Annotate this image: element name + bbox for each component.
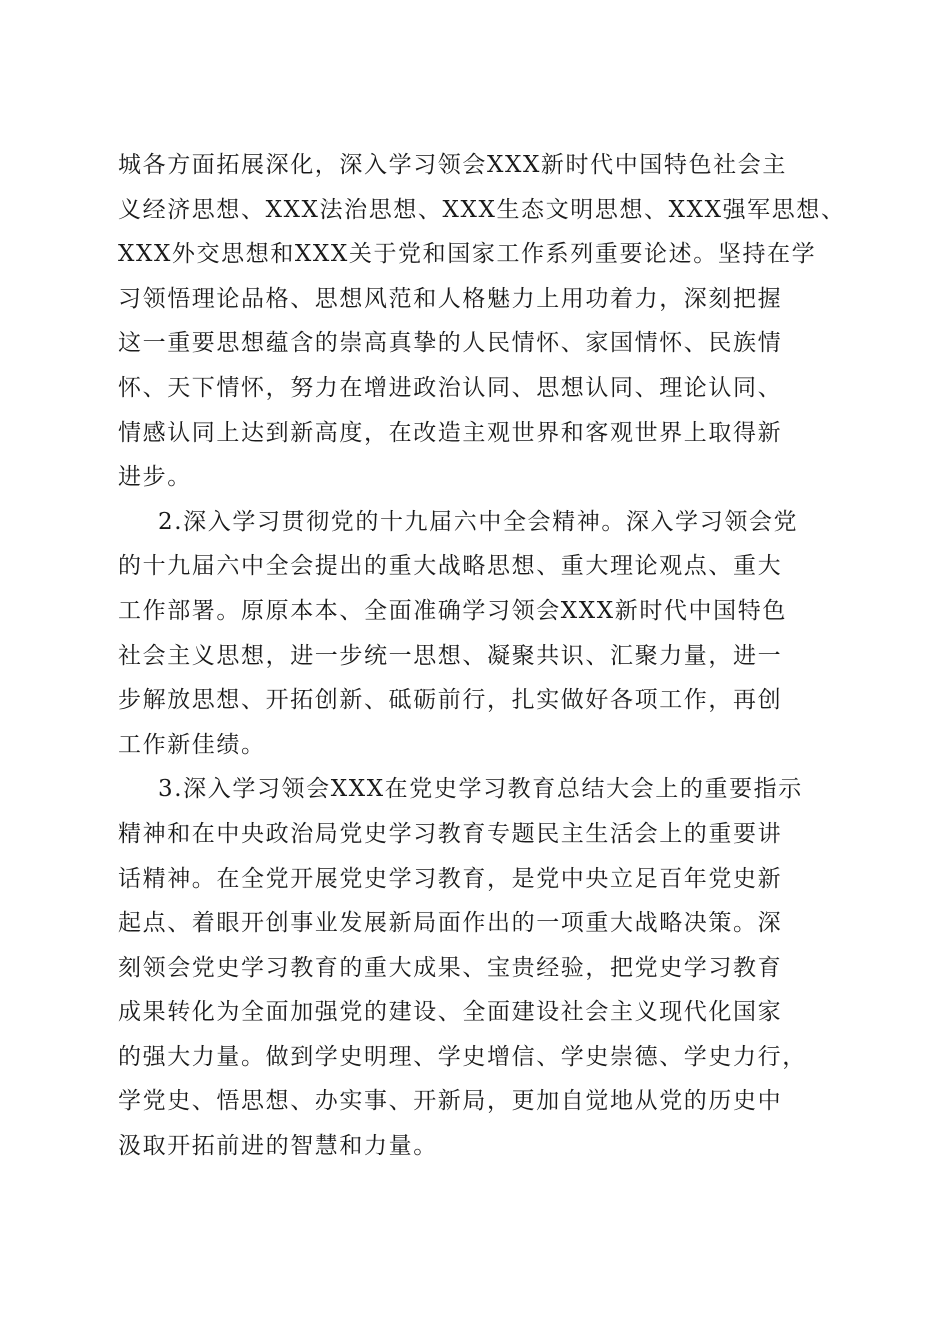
text-line: 进步。 xyxy=(118,464,192,491)
paragraph-item-3 xyxy=(118,767,842,1168)
text-line: 步解放思想、开拓创新、砥砺前行，扎实做好各项工作，再创 xyxy=(118,687,783,714)
text-line: 工作新佳绩。 xyxy=(118,731,266,758)
text-line: 工作部署。原原本本、全面准确学习领会XXX新时代中国特色 xyxy=(118,597,787,624)
text-line: 汲取开拓前进的智慧和力量。 xyxy=(118,1133,438,1160)
text-line: 情感认同上达到新高度，在改造主观世界和客观世界上取得新 xyxy=(118,419,783,446)
text-line: 习领悟理论品格、思想风范和人格魅力上用功着力，深刻把握 xyxy=(118,285,783,312)
text-line: 精神和在中央政治局党史学习教育专题民主生活会上的重要讲 xyxy=(118,820,783,847)
text-line: XXX外交思想和XXX关于党和国家工作系列重要论述。坚持在学 xyxy=(118,241,817,268)
paragraph-item-2 xyxy=(118,500,842,768)
document-page xyxy=(118,143,846,1169)
text-line: 3.深入学习领会XXX在党史学习教育总结大会上的重要指示 xyxy=(158,776,803,803)
text-line: 2.深入学习贯彻党的十九届六中全会精神。深入学习领会党 xyxy=(158,508,799,535)
paragraph-continuation xyxy=(118,143,846,500)
text-line: 起点、着眼开创事业发展新局面作出的一项重大战略决策。深 xyxy=(118,910,783,937)
text-line: 学党史、悟思想、办实事、开新局，更加自觉地从党的历史中 xyxy=(118,1088,783,1115)
text-line: 义经济思想、XXX法治思想、XXX生态文明思想、XXX强军思想、 xyxy=(118,196,846,223)
text-line: 刻领会党史学习教育的重大成果、宝贵经验，把党史学习教育 xyxy=(118,954,783,981)
text-line: 怀、天下情怀，努力在增进政治认同、思想认同、理论认同、 xyxy=(118,374,783,401)
text-line: 话精神。在全党开展党史学习教育，是党中央立足百年党史新 xyxy=(118,865,783,892)
text-line: 成果转化为全面加强党的建设、全面建设社会主义现代化国家 xyxy=(118,999,783,1026)
text-line: 的强大力量。做到学史明理、学史增信、学史崇德、学史力行， xyxy=(118,1043,807,1070)
text-line: 这一重要思想蕴含的崇高真挚的人民情怀、家国情怀、民族情 xyxy=(118,330,783,357)
text-line: 城各方面拓展深化，深入学习领会XXX新时代中国特色社会主 xyxy=(118,152,787,178)
text-line: 社会主义思想，进一步统一思想、凝聚共识、汇聚力量，进一 xyxy=(118,642,783,669)
text-line: 的十九届六中全会提出的重大战略思想、重大理论观点、重大 xyxy=(118,553,783,580)
